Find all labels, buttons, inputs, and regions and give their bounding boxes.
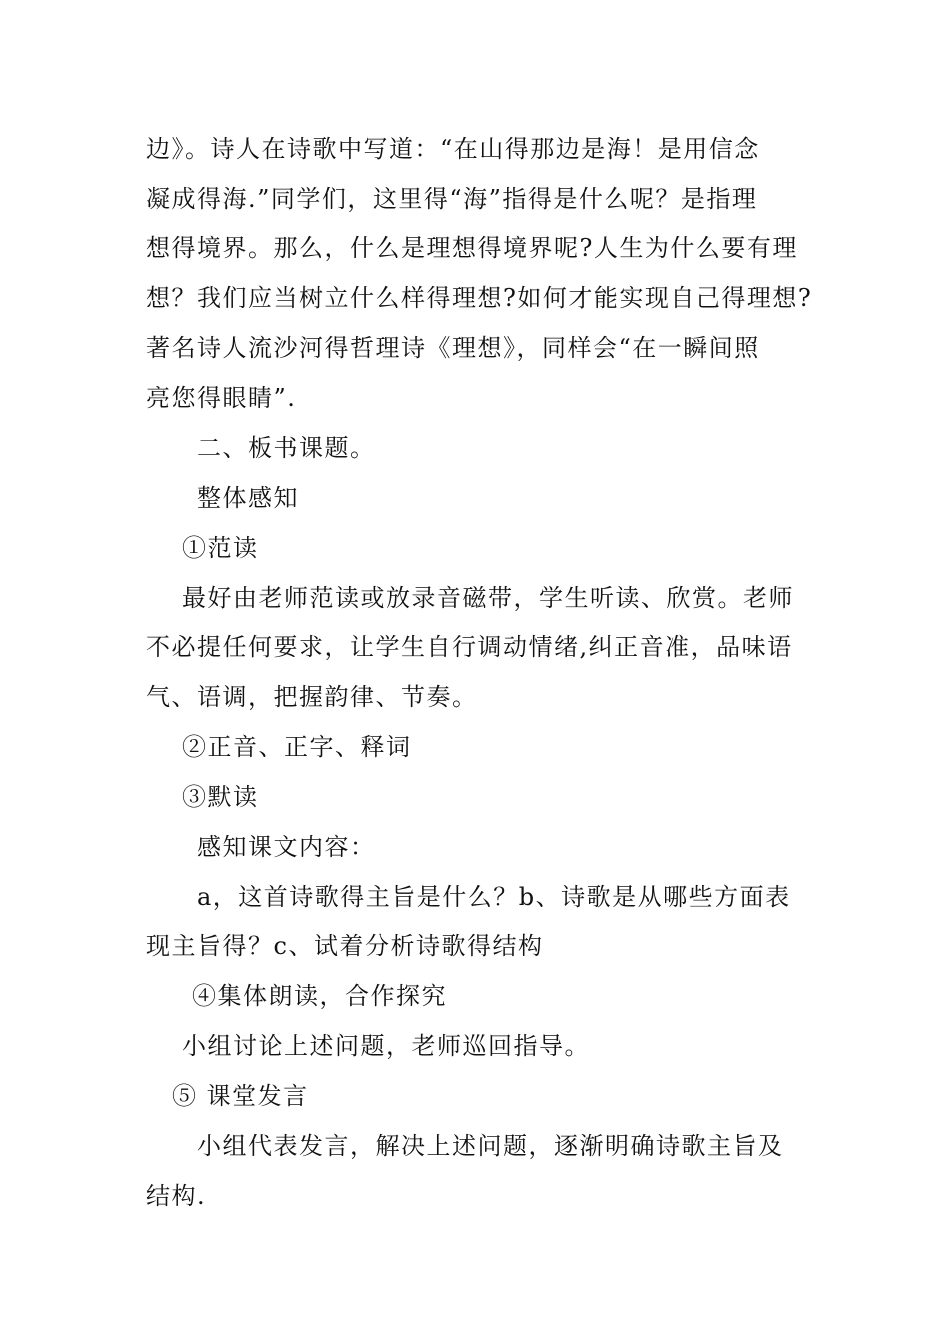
paragraph-speech-line-2: 结构. [146, 1182, 207, 1210]
paragraph-intro-line-1: 边》。诗人在诗歌中写道：“在山得那边是海！是用信念 [146, 135, 760, 163]
paragraph-intro-line-4: 想？我们应当树立什么样得理想?如何才能实现自己得理想? [146, 284, 813, 312]
paragraph-model-reading-line-1: 最好由老师范读或放录音磁带，学生听读、欣赏。老师 [182, 584, 794, 612]
section-heading-board-title: 二、板书课题。 [197, 434, 376, 462]
paragraph-model-reading-line-2: 不必提任何要求，让学生自行调动情绪,纠正音准，品味语 [146, 633, 793, 661]
step-heading-model-reading: ①范读 [182, 534, 259, 562]
paragraph-intro-line-2: 凝成得海.”同学们，这里得“海”指得是什么呢？是指理 [146, 185, 758, 213]
paragraph-intro-line-6: 亮您得眼睛”. [146, 384, 297, 412]
paragraph-speech-line-1: 小组代表发言，解决上述问题，逐渐明确诗歌主旨及 [197, 1132, 784, 1160]
paragraph-questions-line-2: 现主旨得？c、试着分析诗歌得结构 [146, 932, 544, 960]
paragraph-questions-line-1: a，这首诗歌得主旨是什么？b、诗歌是从哪些方面表 [197, 883, 791, 911]
step-heading-class-speech: ⑤ 课堂发言 [172, 1082, 309, 1110]
section-heading-overall-perception: 整体感知 [197, 484, 299, 512]
step-heading-silent-reading: ③默读 [182, 783, 259, 811]
step-heading-group-reading: ④集体朗读，合作探究 [192, 982, 447, 1010]
paragraph-intro-line-3: 想得境界。那么，什么是理想得境界呢?人生为什么要有理 [146, 234, 798, 262]
paragraph-group-discussion: 小组讨论上述问题，老师巡回指导。 [182, 1032, 590, 1060]
paragraph-intro-line-5: 著名诗人流沙河得哲理诗《理想》，同样会“在一瞬间照 [146, 334, 760, 362]
paragraph-model-reading-line-3: 气、语调，把握韵律、节奏。 [146, 683, 478, 711]
subheading-content-perception: 感知课文内容： [197, 833, 376, 861]
step-heading-pronunciation: ②正音、正字、释词 [182, 733, 412, 761]
